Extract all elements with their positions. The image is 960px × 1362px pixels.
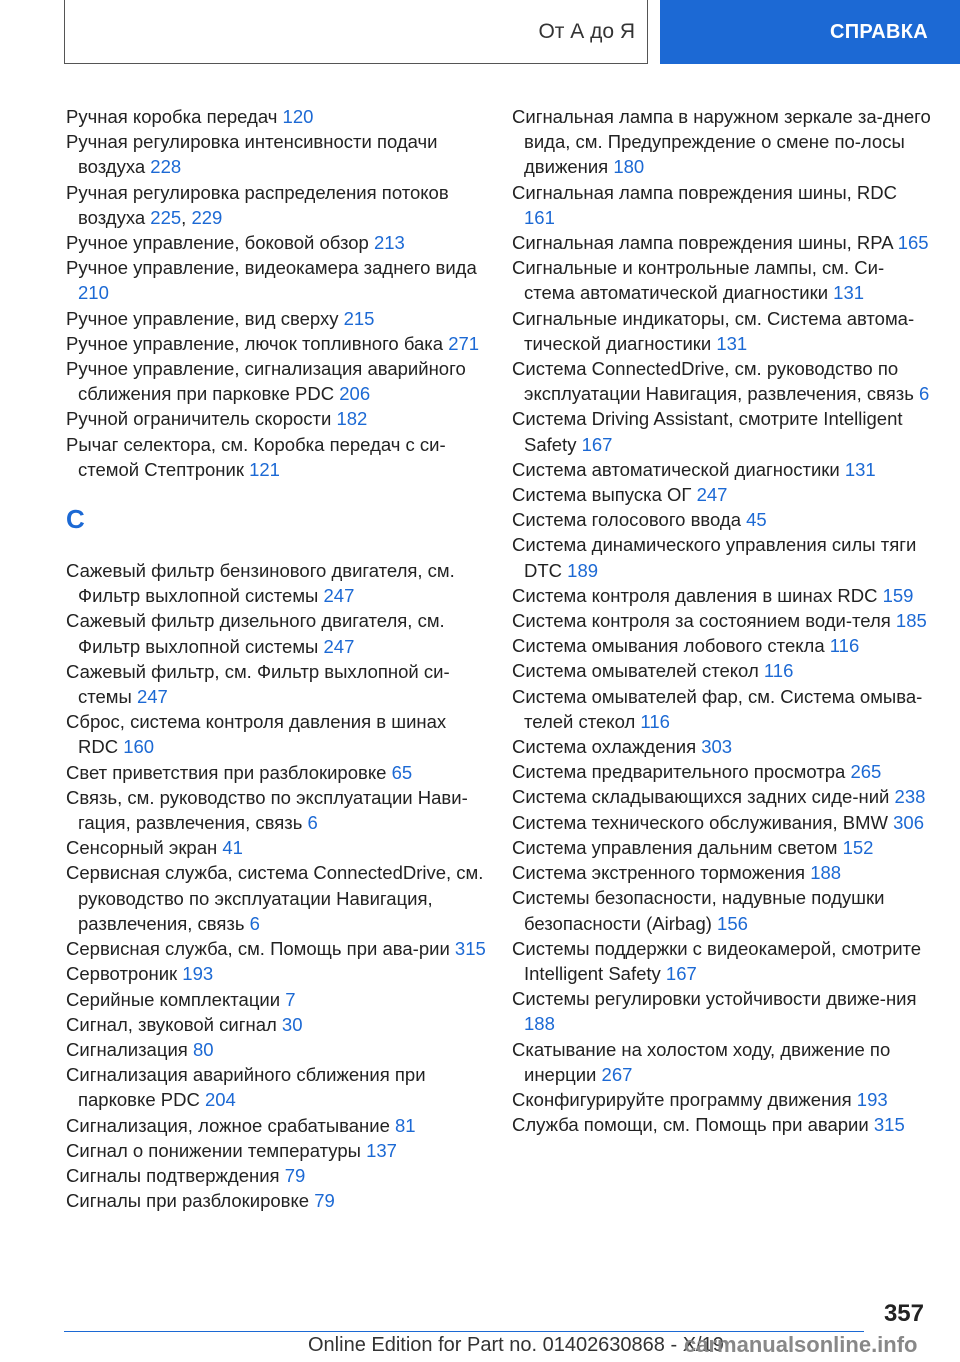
index-entry [66, 255, 486, 305]
index-entry-term: Системы регулировки устойчивости движе-ния [512, 988, 917, 1010]
index-entry [512, 885, 932, 935]
index-entry-term: Система омывателей фар, см. Система омыва-телей стекол [512, 685, 923, 732]
index-entry-term: Система ConnectedDrive, см. руководство по эксплуатации Навигация, развлечения, связь [512, 358, 920, 405]
index-entry [66, 1188, 486, 1213]
index-entry-term: Система технического обслуживания, BMW [512, 811, 894, 833]
index-entry [512, 1112, 932, 1137]
page-link[interactable]: 41 [222, 837, 243, 859]
page-link[interactable]: 6 [307, 812, 318, 834]
index-entry [66, 860, 486, 936]
index-entry [66, 987, 486, 1012]
index-entry-term: Ручная коробка передач [66, 106, 283, 127]
index-entry-term: Сигнальные и контрольные лампы, см. Си-стема автоматической диагностики [512, 257, 885, 304]
section-letter: С [66, 504, 85, 535]
index-entry [66, 1163, 486, 1188]
page-link[interactable]: 131 [833, 282, 865, 304]
footer-edition: Online Edition for Part no. 01402630868 - X/19 [308, 1334, 724, 1356]
index-entry-term: Рычаг селектора, см. Коробка передач с си-стемой Стептроник [66, 433, 446, 480]
index-entry [512, 507, 932, 532]
page-link[interactable]: 247 [323, 635, 355, 657]
index-entry [512, 684, 932, 734]
page-link[interactable]: 247 [696, 484, 728, 506]
index-entry-term: Сигнал, звуковой сигнал [66, 1013, 282, 1035]
index-entry [512, 306, 932, 356]
index-entry-term: Система динамического управления силы тяги DTC [512, 534, 917, 581]
index-entry-term: Серийные комплектации [66, 988, 286, 1010]
index-entry-term: Система Driving Assistant, смотрите Intelligent Safety [512, 408, 903, 455]
page-link[interactable]: 131 [716, 332, 748, 354]
page-link[interactable]: 167 [665, 962, 697, 984]
index-entry [512, 406, 932, 456]
page-link[interactable]: 228 [150, 156, 182, 178]
index-entry-term: Сажевый фильтр бензинового двигателя, см. Фильтр выхлопной системы [66, 560, 455, 607]
index-entry [66, 835, 486, 860]
index-entry-term: Сигнализация, ложное срабатывание [66, 1114, 396, 1136]
page-link[interactable]: 265 [850, 761, 882, 783]
index-entry [512, 633, 932, 658]
index-entry-term: Система омывания лобового стекла [512, 635, 830, 657]
index-entry-term: Системы безопасности, надувные подушки безопасности (Airbag) [512, 887, 885, 934]
index-entry [66, 1138, 486, 1163]
index-entry [512, 583, 932, 608]
page-link[interactable]: 30 [281, 1013, 303, 1035]
index-entry [512, 230, 932, 255]
page-link[interactable]: 188 [524, 1013, 555, 1035]
page-link[interactable]: 215 [343, 307, 375, 329]
index-entry-term: Сервотроник [66, 963, 183, 985]
index-entry [66, 785, 486, 835]
index-entry-term: Сконфигурируйте программу движения [512, 1088, 857, 1110]
index-entry [66, 230, 486, 255]
page-link[interactable]: 6 [249, 912, 260, 934]
index-entry [66, 558, 486, 608]
index-entry [66, 406, 486, 431]
index-column-right [512, 104, 932, 1137]
page-link[interactable]: 238 [894, 786, 926, 808]
page-link[interactable]: 182 [336, 408, 368, 430]
page-header [0, 0, 960, 66]
page-link[interactable]: 315 [873, 1114, 905, 1136]
page-link[interactable]: 189 [567, 559, 599, 581]
index-entry-term: Сигнал о понижении температуры [66, 1139, 367, 1161]
index-entry [512, 104, 932, 180]
index-entry [512, 658, 932, 683]
index-entry-term: Сигнальная лампа повреждения шины, RDC [512, 181, 898, 203]
index-entry [66, 1113, 486, 1138]
page-link[interactable]: 161 [524, 206, 555, 228]
page-link[interactable]: 247 [136, 686, 168, 708]
index-entry-term: Система охлаждения [512, 736, 702, 758]
index-entry [66, 760, 486, 785]
index-entry [66, 608, 486, 658]
page-link[interactable]: 6 [919, 383, 930, 405]
page-link[interactable]: 271 [448, 332, 480, 354]
index-entry [66, 104, 486, 129]
index-entry-term: Сажевый фильтр, см. Фильтр выхлопной си-стемы [66, 660, 450, 708]
index-entry [512, 810, 932, 835]
index-entry-term: Свет приветствия при разблокировке [66, 761, 392, 783]
page-link[interactable]: 206 [339, 383, 371, 405]
page-link[interactable]: 213 [373, 232, 405, 254]
index-entry-term: Система складывающихся задних сиде-ний [512, 786, 895, 808]
index-entry-term: Системы поддержки с видеокамерой, смотрите Intelligent Safety [512, 937, 922, 984]
index-entry-term: Служба помощи, см. Помощь при аварии [512, 1114, 874, 1136]
page-link[interactable]: 306 [893, 811, 925, 833]
index-entry [66, 356, 486, 406]
tab-reference[interactable]: СПРАВКА [660, 0, 960, 64]
index-entry [512, 784, 932, 809]
index-entry [66, 1012, 486, 1037]
index-entry-term: Система экстренного торможения [512, 862, 811, 884]
index-entry-term: Ручная регулировка распределения потоков воздуха [66, 181, 449, 228]
index-entry [66, 331, 486, 356]
index-entry-term: Система предварительного просмотра [512, 761, 851, 783]
page-link[interactable]: 79 [284, 1164, 306, 1186]
index-entry-term: Система контроля давления в шинах RDC [512, 584, 883, 606]
index-entry [512, 860, 932, 885]
page-link[interactable]: 7 [285, 988, 296, 1010]
page-link[interactable]: 267 [601, 1063, 633, 1085]
index-column-left [66, 104, 486, 1213]
page-link[interactable]: 193 [182, 963, 214, 985]
index-entry-term: Сброс, система контроля давления в шинах RDC [66, 711, 447, 758]
index-entry-term: Скатывание на холостом ходу, движение по инерции [512, 1038, 891, 1085]
index-list-s-continued [512, 104, 932, 1137]
index-entry [66, 709, 486, 759]
index-entry-term: Сервисная служба, система ConnectedDrive, см. руководство по эксплуатации Навигация, развлечения, связь [66, 862, 484, 934]
index-list-r [66, 104, 486, 482]
index-entry-term: Ручное управление, лючок топливного бака [66, 332, 449, 354]
index-entry-term: Сигналы при разблокировке [66, 1190, 315, 1212]
page-link[interactable]: 131 [844, 458, 876, 480]
index-entry-term: Система омывателей стекол [512, 660, 764, 682]
index-entry-term: Ручное управление, вид сверху [66, 307, 344, 329]
index-entry [66, 936, 486, 961]
index-entry-term: Сажевый фильтр дизельного двигателя, см. Фильтр выхлопной системы [66, 610, 445, 657]
page-link[interactable]: 65 [391, 761, 413, 783]
page-link[interactable]: 229 [191, 206, 223, 228]
index-entry [512, 255, 932, 305]
index-entry [512, 1037, 932, 1087]
index-entry [66, 1062, 486, 1112]
page-link[interactable]: 116 [829, 635, 860, 657]
index-entry-term: Связь, см. руководство по эксплуатации Нави-гация, развлечения, связь [66, 786, 468, 834]
page-link[interactable]: 81 [395, 1114, 416, 1136]
index-entry [512, 608, 932, 633]
index-entry [512, 734, 932, 759]
page-number: 357 [883, 1300, 924, 1327]
page-link[interactable]: 188 [810, 862, 842, 884]
page-link[interactable]: 160 [123, 736, 155, 758]
index-entry-term: Система выпуска ОГ [512, 484, 697, 506]
index-entry [512, 835, 932, 860]
page-link[interactable]: 156 [717, 912, 748, 934]
index-entry [512, 936, 932, 986]
page-link[interactable]: 180 [613, 156, 645, 178]
index-entry [66, 129, 486, 179]
page-link[interactable]: 167 [581, 433, 613, 455]
index-entry [512, 1087, 932, 1112]
index-entry-term: Ручной ограничитель скорости [66, 408, 337, 430]
index-entry [512, 759, 932, 784]
index-entry [512, 356, 932, 406]
index-entry [512, 482, 932, 507]
page-link[interactable]: 165 [897, 232, 929, 254]
page-link[interactable]: 120 [282, 106, 314, 127]
footer-watermark: carmanualsonline.info [684, 1332, 918, 1357]
page-link[interactable]: 80 [192, 1038, 214, 1060]
page-link[interactable]: 315 [454, 938, 486, 960]
index-entry-term: Сервисная служба, см. Помощь при ава-рии [66, 938, 455, 960]
index-entry-term: Ручное управление, видеокамера заднего вида [66, 257, 477, 279]
index-entry-term: Ручное управление, боковой обзор [66, 232, 374, 254]
index-entry-term: Сенсорный экран [66, 837, 223, 859]
index-entry-term: Сигнальная лампа в наружном зеркале за-днего вида, см. Предупреждение о смене по-лосы движения [512, 106, 931, 178]
index-entry [512, 457, 932, 482]
index-entry [512, 180, 932, 230]
index-entry-term: Система управления дальним светом [512, 836, 843, 858]
page-link[interactable]: 225 [150, 206, 182, 228]
index-entry-term: Ручное управление, сигнализация аварийного сближения при парковке PDC [66, 358, 466, 405]
index-entry-term: Сигналы подтверждения [66, 1164, 285, 1186]
page-link[interactable]: 152 [842, 836, 874, 858]
page-link[interactable]: 185 [895, 610, 927, 632]
index-entry-term: Сигнализация [66, 1038, 193, 1060]
index-entry [512, 986, 932, 1036]
index-entry [66, 306, 486, 331]
index-entry-term: Ручная регулировка интенсивности подачи воздуха [66, 131, 438, 178]
page-link[interactable]: 210 [78, 282, 109, 304]
page-link[interactable]: 121 [249, 458, 280, 480]
index-entry [66, 432, 486, 482]
page-link[interactable]: 79 [314, 1190, 335, 1212]
index-entry-term: Система контроля за состоянием води-теля [512, 610, 896, 632]
index-entry-term: Система голосового ввода [512, 509, 747, 531]
page-link[interactable]: 137 [366, 1139, 397, 1161]
index-list-s [66, 558, 486, 1213]
index-entry [66, 961, 486, 986]
page-link[interactable]: 247 [323, 585, 355, 607]
index-entry [66, 659, 486, 709]
page-link[interactable]: 116 [640, 710, 670, 732]
page-link[interactable]: 204 [204, 1089, 236, 1111]
index-entry-term: Система автоматической диагностики [512, 458, 845, 480]
index-entry: Ручная регулировка распределения потоков воздуха 225, 229 [66, 181, 449, 228]
page-link[interactable]: 116 [763, 660, 794, 682]
tab-a-to-z[interactable]: От А до Я [64, 0, 648, 64]
index-entry-term: Сигнализация аварийного сближения при парковке PDC [66, 1064, 426, 1111]
page-link[interactable]: 193 [856, 1088, 888, 1110]
page-link[interactable]: 303 [701, 736, 733, 758]
index-entry-term: Сигнальные индикаторы, см. Система автома-тической диагностики [512, 307, 915, 354]
page-link[interactable]: 159 [882, 584, 914, 606]
index-entry-term: Сигнальная лампа повреждения шины, RPA [512, 232, 898, 254]
page-link[interactable]: 45 [746, 509, 767, 531]
index-entry [66, 1037, 486, 1062]
index-entry [512, 532, 932, 582]
